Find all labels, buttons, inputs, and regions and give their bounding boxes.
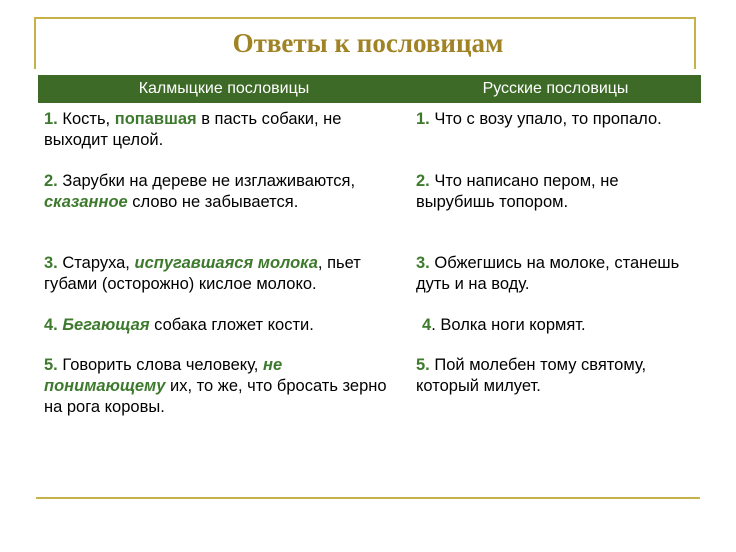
proverbs-table (38, 75, 701, 418)
russian-proverb-5: 5. Пой молебен тому святому, который милует. (416, 356, 647, 395)
table-header-row (38, 75, 701, 103)
header-russian: Русские пословицы (410, 75, 701, 103)
kalmyk-proverb-5: 5. Говорить слова человеку, не понимающему их, то же, что бросать зерно на рога коровы. (44, 356, 387, 416)
russian-proverb-1: 1. Что с возу упало, то пропало. (416, 110, 662, 128)
table-row (38, 171, 701, 253)
table-row (38, 355, 701, 418)
table-row (38, 315, 701, 355)
kalmyk-proverb-4: 4. Бегающая собака гложет кости. (44, 316, 314, 334)
kalmyk-proverb-2: 2. Зарубки на дереве не изглаживаются, сказанное слово не забывается. (44, 172, 356, 211)
slide-title: Ответы к пословицам (232, 28, 504, 58)
header-kalmyk: Калмыцкие пословицы (38, 75, 410, 103)
table-row (38, 253, 701, 315)
kalmyk-proverb-1: 1. Кость, попавшая в пасть собаки, не выходит целой. (44, 110, 342, 149)
kalmyk-proverb-3: 3. Старуха, испугавшаяся молока, пьет губами (осторожно) кислое молоко. (44, 254, 361, 293)
table-row (38, 103, 701, 171)
russian-proverb-4: 4. Волка ноги кормят. (422, 316, 586, 334)
frame-top-line (36, 17, 696, 19)
russian-proverb-3: 3. Обжегшись на молоке, станешь дуть и на воду. (416, 254, 680, 293)
frame-bottom-line (36, 497, 700, 499)
russian-proverb-2: 2. Что написано пером, не вырубишь топором. (416, 172, 619, 211)
